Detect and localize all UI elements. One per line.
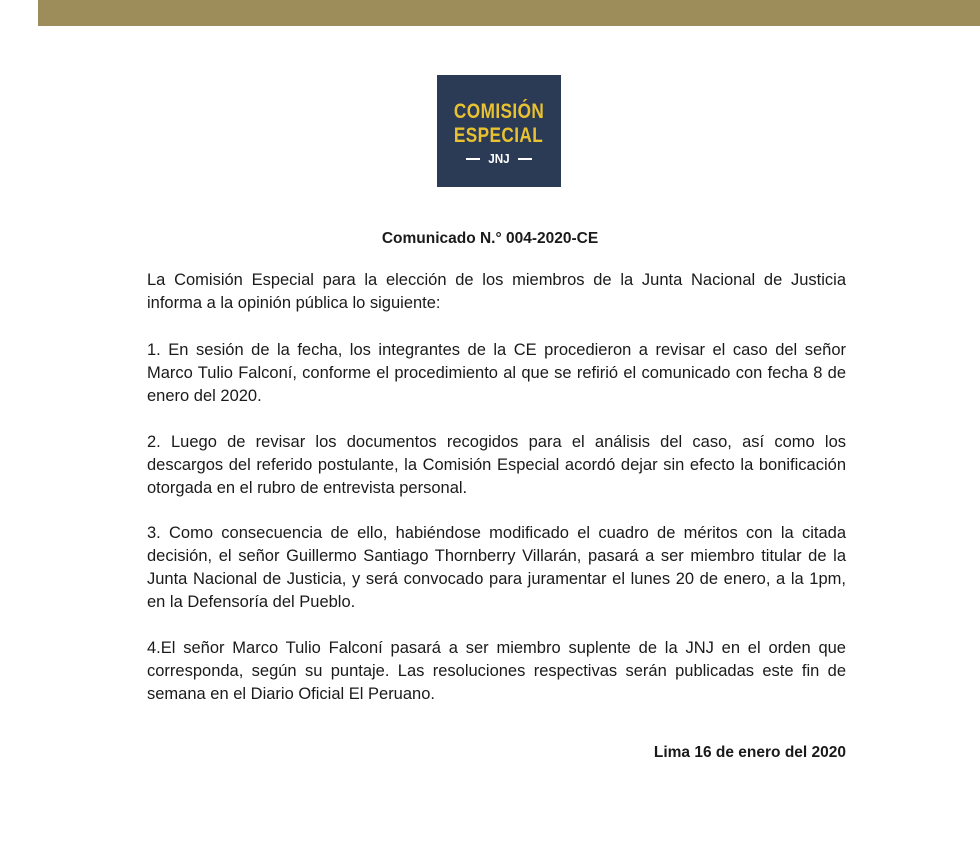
logo-line-2: ESPECIAL xyxy=(454,124,544,147)
logo-bar-right xyxy=(518,158,532,160)
logo-jnj-label: JNJ xyxy=(488,151,510,166)
point-1-paragraph: 1. En sesión de la fecha, los integrantes de la CE procedieron a revisar el caso del señor Marco Tulio Falconí, conforme el procedimiento al que se refirió el comunicado con fecha 8 de enero del 2020. xyxy=(147,341,846,405)
point-3-paragraph: 3. Como consecuencia de ello, habiéndose modificado el cuadro de méritos con la citada decisión, el señor Guillermo Santiago Thornberry Villarán, pasará a ser miembro titular de la Junta Nacional de Justicia, y será convocado para juramentar el lunes 20 de enero, a la 1pm, en la Defensoría del Pueblo. xyxy=(147,524,846,611)
document-date: Lima 16 de enero del 2020 xyxy=(653,744,846,761)
logo-line-1: COMISIÓN xyxy=(453,100,545,123)
comision-especial-logo xyxy=(437,75,561,187)
point-4-paragraph: 4.El señor Marco Tulio Falconí pasará a ser miembro suplente de la JNJ en el orden que corresponda, según su puntaje. Las resoluciones respectivas serán publicadas este fin de semana en el Diario Oficial El Peruano. xyxy=(147,639,846,703)
logo-bar-left xyxy=(466,158,480,160)
document-title: Comunicado N.° 004-2020-CE xyxy=(381,230,599,247)
point-2-paragraph: 2. Luego de revisar los documentos recogidos para el análisis del caso, así como los descargos del referido postulante, la Comisión Especial acordó dejar sin efecto la bonificación otorgada en el rubro de entrevista personal. xyxy=(147,433,846,497)
logo-jnj-row xyxy=(466,152,532,166)
intro-paragraph: La Comisión Especial para la elección de los miembros de la Junta Nacional de Justicia informa a la opinión pública lo siguiente: xyxy=(147,271,846,312)
header-band xyxy=(38,0,980,26)
